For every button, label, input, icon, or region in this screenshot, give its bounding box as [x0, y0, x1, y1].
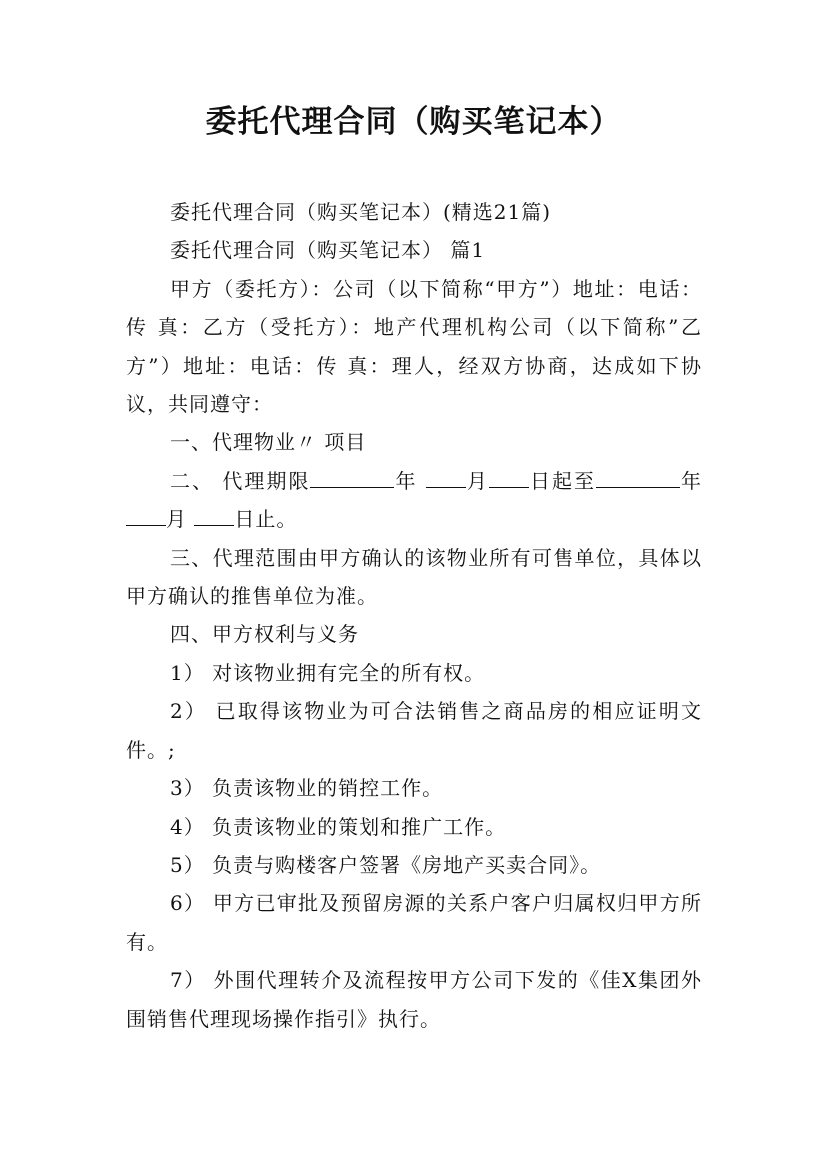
- clause-1: 一、代理物业〃 项目: [170, 430, 367, 455]
- subtitle-line: 委托代理合同（购买笔记本）(精选21篇): [170, 200, 552, 224]
- clause-2-prefix: 二、 代理期限: [170, 468, 311, 493]
- clause-3: 三、代理范围由甲方确认的该物业所有可售单位，具体以甲方确认的推售单位为准。: [126, 545, 702, 609]
- clause-2: [126, 462, 702, 539]
- sub-clause-6: 6） 甲方已审批及预留房源的关系户客户归属权归甲方所有。: [126, 891, 702, 954]
- clause-2-year-2: 年: [680, 468, 703, 493]
- day-blank-2: [194, 503, 234, 526]
- parties-paragraph: 甲方（委托方）：公司（以下简称“甲方”）地址：电话：传 真：乙方（受托方）：地产代理机构公司（以下简称”乙方”）地址：电话：传 真：理人，经双方协商，达成如下协议，共同遵守：: [126, 276, 702, 417]
- document-body: [126, 193, 702, 1038]
- year-blank-1: [310, 465, 394, 488]
- clause-4: 四、甲方权利与义务: [170, 622, 359, 647]
- day-blank-1: [489, 465, 529, 488]
- clause-2-month-1: 月: [465, 468, 489, 493]
- clause-2-month-2: 月: [166, 507, 187, 532]
- month-blank-2: [126, 503, 166, 526]
- clause-2-year-1: 年: [394, 468, 418, 493]
- sub-clause-3: 3） 负责该物业的销控工作。: [170, 776, 444, 801]
- sub-clause-5: 5） 负责与购楼客户签署《房地产买卖合同》。: [170, 852, 602, 877]
- sub-clause-1: 1） 对该物业拥有完全的所有权。: [170, 660, 486, 685]
- sub-clause-7: 7） 外围代理转介及流程按甲方公司下发的《佳X集团外围销售代理现场操作指引》执行。: [126, 968, 702, 1031]
- sub-clause-2: 2） 已取得该物业为可合法销售之商品房的相应证明文件。;: [126, 699, 702, 762]
- section-heading: 委托代理合同（购买笔记本） 篇1: [170, 238, 486, 263]
- clause-2-day-to: 日止。: [234, 507, 298, 532]
- clause-2-day-from: 日起至: [528, 468, 597, 493]
- month-blank-1: [426, 465, 466, 488]
- sub-clause-4: 4） 负责该物业的策划和推广工作。: [170, 814, 507, 839]
- year-blank-2: [596, 465, 680, 488]
- document-title: 委托代理合同（购买笔记本）: [205, 104, 622, 140]
